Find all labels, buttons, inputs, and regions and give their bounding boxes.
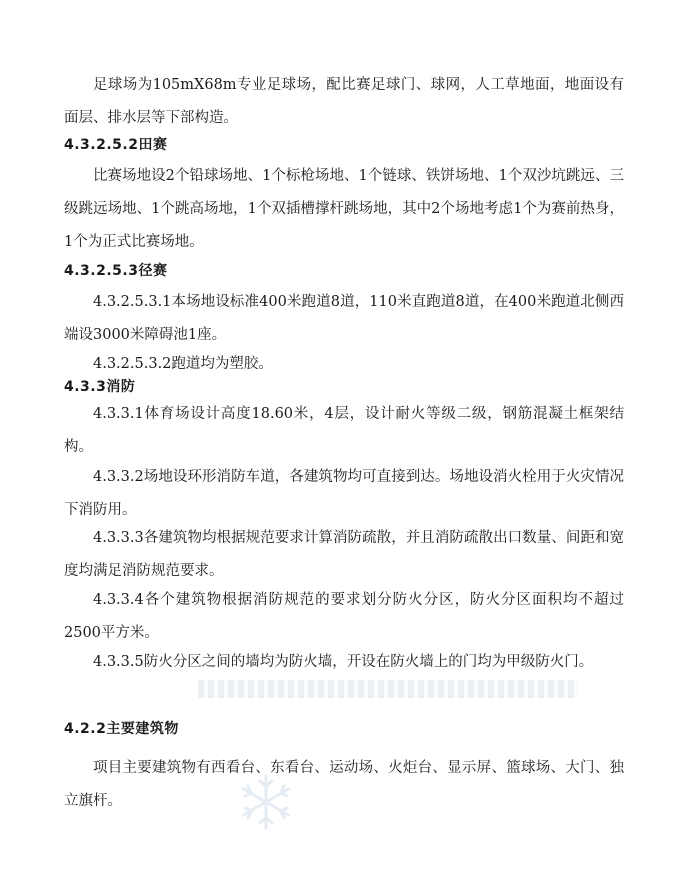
heading-fire-protection: 4.3.3消防 [64,379,136,395]
heading-main-buildings: 4.2.2主要建筑物 [64,721,179,737]
paragraph-fire-4: 4.3.3.4各个建筑物根据消防规范的要求划分防火分区，防火分区面积均不超过2500平方米。 [64,592,624,641]
heading-field-events: 4.3.2.5.2田赛 [64,137,168,153]
paragraph-fire-2: 4.3.3.2场地设环形消防车道，各建筑物均可直接到达。场地设消火栓用于火灾情况下消防用。 [64,469,624,518]
watermark-strip [198,680,578,698]
paragraph-field-events: 比赛场地设2个铅球场地、1个标枪场地、1个链球、铁饼场地、1个双沙坑跳远、三级跳远场地、1个跳高场地，1个双插槽撑杆跳场地，其中2个场地考虑1个为赛前热身，1个为正式比赛场地。 [64,168,624,250]
paragraph-fire-3: 4.3.3.3各建筑物均根据规范要求计算消防疏散，并且消防疏散出口数量、间距和宽度均满足消防规范要求。 [64,530,624,579]
paragraph-fire-5: 4.3.3.5防火分区之间的墙均为防火墙，开设在防火墙上的门均为甲级防火门。 [93,654,594,670]
paragraph-main-buildings: 项目主要建筑物有西看台、东看台、运动场、火炬台、显示屏、篮球场、大门、独立旗杆。 [64,760,624,809]
paragraph-fire-1: 4.3.3.1体育场设计高度18.60米，4层，设计耐火等级二级，钢筋混凝土框架结 构。 [64,406,624,455]
heading-track-events: 4.3.2.5.3径赛 [64,263,168,279]
paragraph-track-2: 4.3.2.5.3.2跑道均为塑胶。 [93,356,273,372]
paragraph-football-field: 足球场为105mX68m专业足球场，配比赛足球门、球网，人工草地面，地面设有面层、排水层等下部构造。 [64,77,624,126]
snowflake-watermark-icon [236,772,296,832]
paragraph-track-1: 4.3.2.5.3.1本场地设标准400米跑道8道，110米直跑道8道，在400米跑道北侧西端设3000米障碍池1座。 [64,294,624,343]
